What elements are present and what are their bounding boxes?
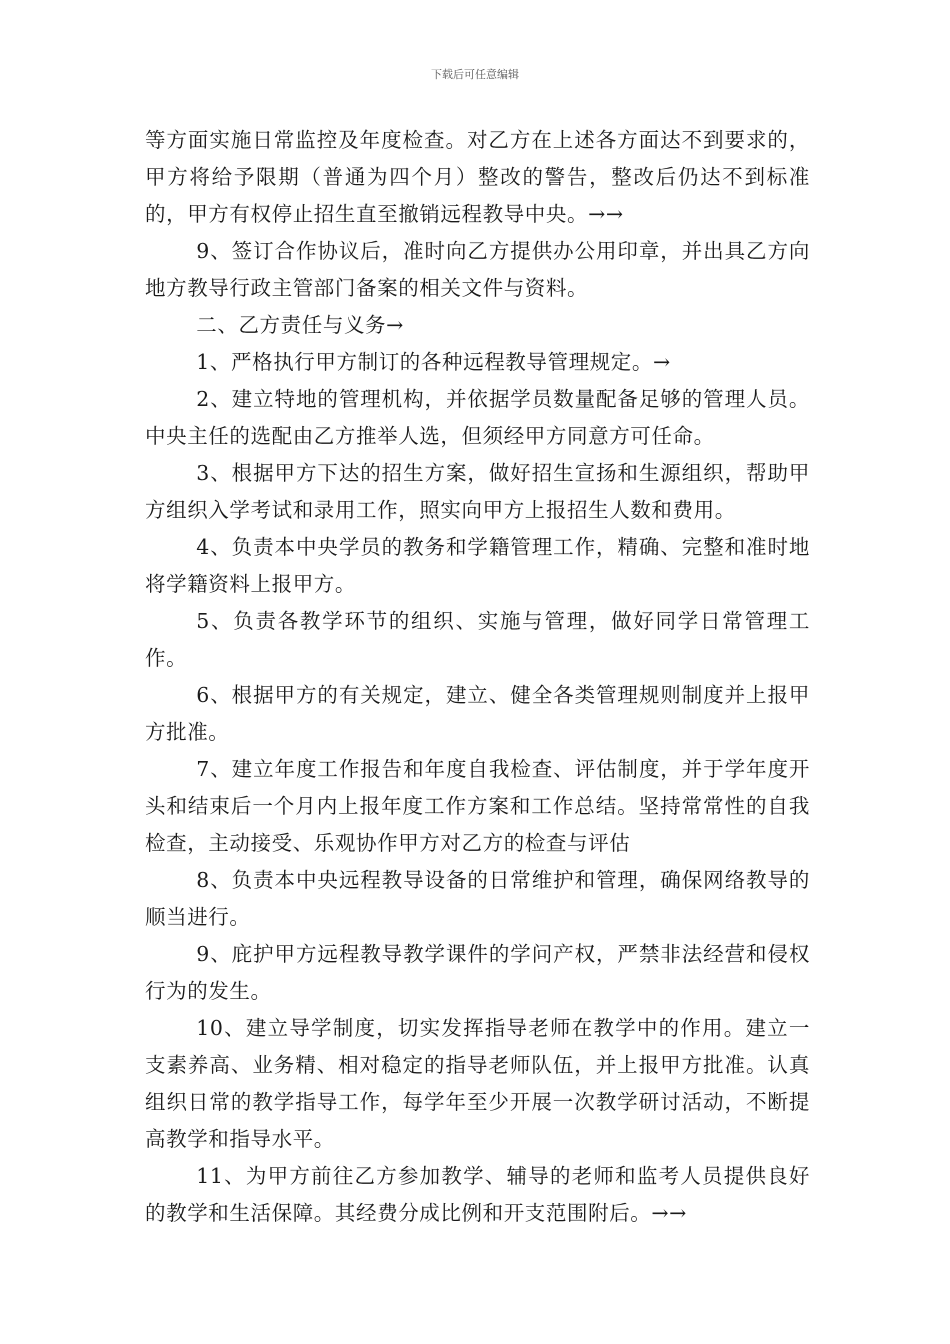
paragraph-party-b-item-9: 9、庇护甲方远程教导教学课件的学问产权，严禁非法经营和侵权行为的发生。 (145, 942, 810, 1003)
paragraph-party-a-item-9: 9、签订合作协议后，准时向乙方提供办公用印章，并出具乙方向地方教导行政主管部门备案的相关文件与资料。 (145, 239, 810, 300)
section-heading-party-b-duties: 二、乙方责任与义务→ (196, 313, 404, 337)
page-header: 下载后可任意编辑 (431, 68, 519, 81)
document-body (145, 122, 810, 1232)
paragraph-party-b-item-5: 5、负责各教学环节的组织、实施与管理，做好同学日常管理工作。 (145, 609, 810, 670)
paragraph-party-b-item-10: 10、建立导学制度，切实发挥指导老师在教学中的作用。建立一支素养高、业务精、相对稳定的指导老师队伍，并上报甲方批准。认真组织日常的教学指导工作，每学年至少开展一次教学研讨活动，不断提高教学和指导水平。 (145, 1016, 810, 1151)
paragraph-party-b-item-11: 11、为甲方前往乙方参加教学、辅导的老师和监考人员提供良好的教学和生活保障。其经费分成比例和开支范围附后。→→ (145, 1164, 810, 1225)
paragraph-party-b-item-7: 7、建立年度工作报告和年度自我检查、评估制度，并于学年度开头和结束后一个月内上报年度工作方案和工作总结。坚持常常性的自我检查，主动接受、乐观协作甲方对乙方的检查与评估 (145, 757, 810, 855)
paragraph-monitoring-continued: 等方面实施日常监控及年度检查。对乙方在上述各方面达不到要求的，甲方将给予限期（普通为四个月）整改的警告，整改后仍达不到标准的，甲方有权停止招生直至撤销远程教导中央。→→ (145, 128, 810, 226)
paragraph-party-b-item-1: 1、严格执行甲方制订的各种远程教导管理规定。→ (196, 350, 671, 374)
paragraph-party-b-item-4: 4、负责本中央学员的教务和学籍管理工作，精确、完整和准时地将学籍资料上报甲方。 (145, 535, 810, 596)
paragraph-party-b-item-8: 8、负责本中央远程教导设备的日常维护和管理，确保网络教导的顺当进行。 (145, 868, 810, 929)
paragraph-party-b-item-2: 2、建立特地的管理机构，并依据学员数量配备足够的管理人员。中央主任的选配由乙方推举人选，但须经甲方同意方可任命。 (145, 387, 810, 448)
paragraph-party-b-item-3: 3、根据甲方下达的招生方案，做好招生宣扬和生源组织，帮助甲方组织入学考试和录用工作，照实向甲方上报招生人数和费用。 (145, 461, 810, 522)
paragraph-party-b-item-6: 6、根据甲方的有关规定，建立、健全各类管理规则制度并上报甲方批准。 (145, 683, 810, 744)
